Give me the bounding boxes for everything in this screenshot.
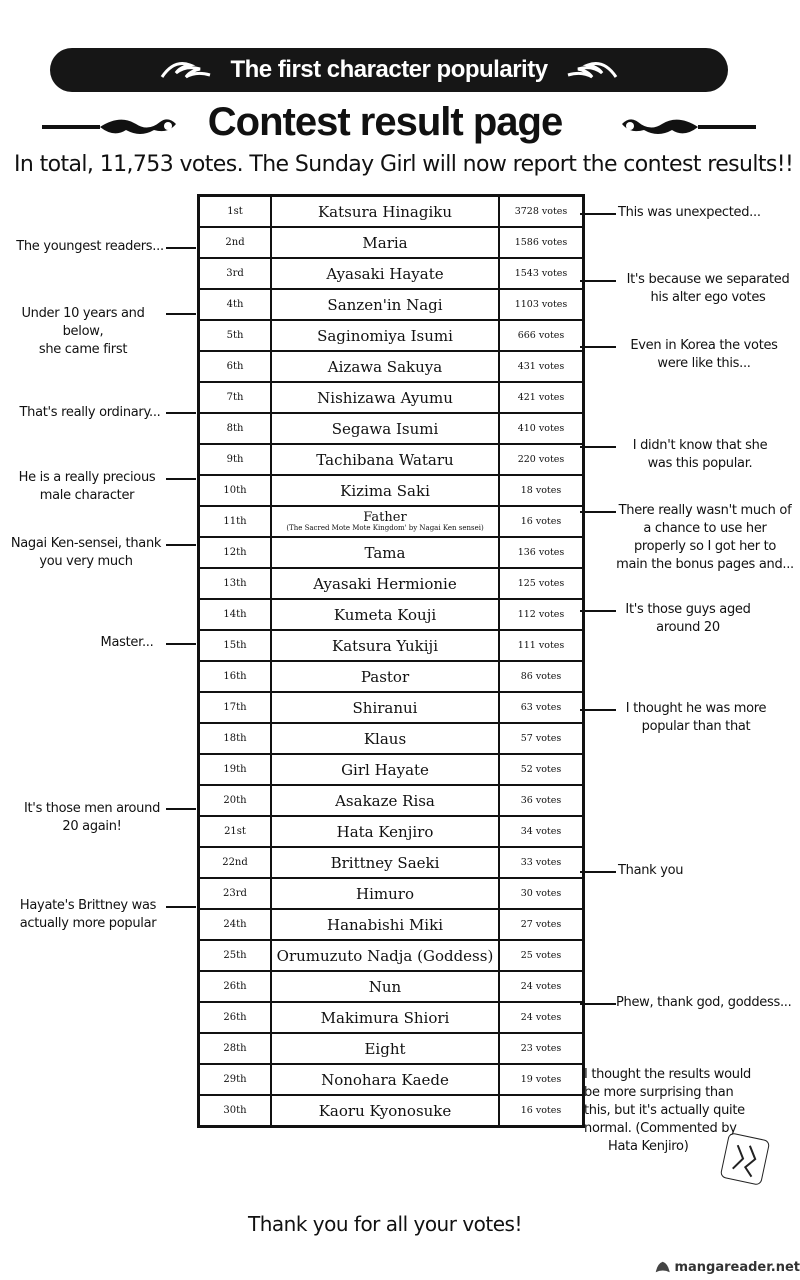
comment-14th: Master... bbox=[100, 635, 154, 650]
leader-line bbox=[580, 280, 616, 282]
votes-cell: 111 votes bbox=[499, 630, 584, 661]
votes-cell: 16 votes bbox=[499, 1095, 584, 1127]
votes-cell: 52 votes bbox=[499, 754, 584, 785]
votes-cell: 19 votes bbox=[499, 1064, 584, 1095]
table-row bbox=[199, 599, 584, 630]
table-row bbox=[199, 1095, 584, 1127]
table-row bbox=[199, 878, 584, 909]
rank-cell: 1st bbox=[199, 196, 272, 228]
rank-cell: 29th bbox=[199, 1064, 272, 1095]
votes-cell: 112 votes bbox=[499, 599, 584, 630]
votes-cell: 23 votes bbox=[499, 1033, 584, 1064]
name-cell: Aizawa Sakuya bbox=[271, 351, 499, 382]
leader-line bbox=[580, 346, 616, 348]
name-cell: Kumeta Kouji bbox=[271, 599, 499, 630]
votes-cell: 220 votes bbox=[499, 444, 584, 475]
comment-9th: He is a really precious male character bbox=[18, 470, 156, 503]
author-seal-stamp bbox=[720, 1132, 771, 1186]
table-row bbox=[199, 444, 584, 475]
table-row bbox=[199, 692, 584, 723]
table-row bbox=[199, 723, 584, 754]
leader-line bbox=[166, 808, 196, 810]
votes-cell: 27 votes bbox=[499, 909, 584, 940]
rank-cell: 12th bbox=[199, 537, 272, 568]
votes-cell: 1103 votes bbox=[499, 289, 584, 320]
watermark-text: mangareader.net bbox=[674, 1259, 800, 1275]
name-cell: Ayasaki Hermionie bbox=[271, 568, 499, 599]
rank-cell: 26th bbox=[199, 971, 272, 1002]
table-row bbox=[199, 506, 584, 537]
rank-cell: 20th bbox=[199, 785, 272, 816]
comment-1st: This was unexpected... bbox=[618, 205, 761, 220]
name-cell: Shiranui bbox=[271, 692, 499, 723]
comment-13th: It's those guys aged around 20 bbox=[625, 602, 751, 635]
votes-cell: 410 votes bbox=[499, 413, 584, 444]
rank-cell: 8th bbox=[199, 413, 272, 444]
votes-cell: 86 votes bbox=[499, 661, 584, 692]
rank-cell: 9th bbox=[199, 444, 272, 475]
name-cell: Asakaze Risa bbox=[271, 785, 499, 816]
table-row bbox=[199, 909, 584, 940]
name-cell: Kizima Saki bbox=[271, 475, 499, 506]
rank-cell: 4th bbox=[199, 289, 272, 320]
name-cell: Tama bbox=[271, 537, 499, 568]
name-cell: Segawa Isumi bbox=[271, 413, 499, 444]
right-wing-ornament-icon bbox=[566, 57, 618, 83]
name-cell: Orumuzuto Nadja (Goddess) bbox=[271, 940, 499, 971]
name-cell: Himuro bbox=[271, 878, 499, 909]
footer-message: Thank you for all your votes! bbox=[248, 1212, 522, 1236]
comment-11th: Nagai Ken-sensei, thank you very much bbox=[10, 536, 162, 569]
title-banner bbox=[50, 48, 728, 92]
name-cell: Kaoru Kyonosuke bbox=[271, 1095, 499, 1127]
character-note: (The Sacred Mote Mote Kingdom' by Nagai Ken sensei) bbox=[286, 524, 484, 532]
table-row bbox=[199, 196, 584, 228]
rank-cell: 30th bbox=[199, 1095, 272, 1127]
table-row bbox=[199, 351, 584, 382]
rank-cell: 21st bbox=[199, 816, 272, 847]
votes-cell: 63 votes bbox=[499, 692, 584, 723]
banner-title: The first character popularity bbox=[230, 56, 548, 83]
comment-21st: Thank you bbox=[618, 863, 684, 878]
votes-cell: 125 votes bbox=[499, 568, 584, 599]
intro-text: In total, 11,753 votes. The Sunday Girl will now report the contest results!! bbox=[14, 152, 794, 177]
table-row bbox=[199, 785, 584, 816]
name-cell: Sanzen'in Nagi bbox=[271, 289, 499, 320]
comment-10th: There really wasn't much of a chance to use her properly so I got her to main the bonus pages and... bbox=[616, 503, 794, 572]
votes-cell: 24 votes bbox=[499, 1002, 584, 1033]
rank-cell: 23rd bbox=[199, 878, 272, 909]
votes-cell: 1586 votes bbox=[499, 227, 584, 258]
votes-cell: 1543 votes bbox=[499, 258, 584, 289]
table-row bbox=[199, 1033, 584, 1064]
table-row bbox=[199, 847, 584, 878]
rank-cell: 28th bbox=[199, 1033, 272, 1064]
rank-cell: 15th bbox=[199, 630, 272, 661]
table-row bbox=[199, 940, 584, 971]
leader-line bbox=[580, 511, 616, 513]
name-cell: Hata Kenjiro bbox=[271, 816, 499, 847]
watermark bbox=[654, 1255, 800, 1279]
name-cell-father bbox=[271, 506, 499, 537]
rank-cell: 7th bbox=[199, 382, 272, 413]
rank-cell: 13th bbox=[199, 568, 272, 599]
name-cell: Katsura Hinagiku bbox=[271, 196, 499, 228]
leader-line bbox=[580, 1003, 616, 1005]
rank-cell: 22nd bbox=[199, 847, 272, 878]
rank-cell: 2nd bbox=[199, 227, 272, 258]
table-row bbox=[199, 754, 584, 785]
comment-2nd: The youngest readers... bbox=[16, 239, 164, 254]
votes-cell: 24 votes bbox=[499, 971, 584, 1002]
table-row bbox=[199, 816, 584, 847]
comment-19th: It's those men around 20 again! bbox=[23, 801, 161, 834]
leader-line bbox=[166, 478, 196, 480]
leader-line bbox=[580, 213, 616, 215]
seal-mark-icon bbox=[721, 1133, 769, 1184]
rank-cell: 10th bbox=[199, 475, 272, 506]
table-row bbox=[199, 289, 584, 320]
name-cell: Makimura Shiori bbox=[271, 1002, 499, 1033]
table-row bbox=[199, 320, 584, 351]
left-wing-ornament-icon bbox=[160, 57, 212, 83]
votes-cell: 16 votes bbox=[499, 506, 584, 537]
votes-cell: 666 votes bbox=[499, 320, 584, 351]
votes-cell: 30 votes bbox=[499, 878, 584, 909]
rank-cell: 24th bbox=[199, 909, 272, 940]
table-row bbox=[199, 227, 584, 258]
rank-cell: 5th bbox=[199, 320, 272, 351]
leader-line bbox=[166, 313, 196, 315]
character-name: Father bbox=[363, 510, 407, 525]
ranking-table bbox=[197, 194, 585, 1128]
name-cell: Nishizawa Ayumu bbox=[271, 382, 499, 413]
table-row bbox=[199, 568, 584, 599]
rank-cell: 25th bbox=[199, 940, 272, 971]
table-row bbox=[199, 971, 584, 1002]
votes-cell: 431 votes bbox=[499, 351, 584, 382]
rank-cell: 16th bbox=[199, 661, 272, 692]
leader-line bbox=[580, 871, 616, 873]
rank-cell: 19th bbox=[199, 754, 272, 785]
name-cell: Nonohara Kaede bbox=[271, 1064, 499, 1095]
votes-cell: 33 votes bbox=[499, 847, 584, 878]
rank-cell: 26th bbox=[199, 1002, 272, 1033]
name-cell: Pastor bbox=[271, 661, 499, 692]
table-row bbox=[199, 1064, 584, 1095]
table-row bbox=[199, 661, 584, 692]
name-cell: Nun bbox=[271, 971, 499, 1002]
leader-line bbox=[166, 906, 196, 908]
votes-cell: 136 votes bbox=[499, 537, 584, 568]
leader-line bbox=[580, 610, 616, 612]
name-cell: Brittney Saeki bbox=[271, 847, 499, 878]
watermark-logo-icon bbox=[654, 1259, 671, 1275]
leader-line bbox=[166, 544, 196, 546]
name-cell: Maria bbox=[271, 227, 499, 258]
rank-cell: 14th bbox=[199, 599, 272, 630]
votes-cell: 3728 votes bbox=[499, 196, 584, 228]
votes-cell: 57 votes bbox=[499, 723, 584, 754]
leader-line bbox=[166, 643, 196, 645]
comment-8th: I didn't know that she was this popular. bbox=[632, 438, 768, 471]
rank-cell: 17th bbox=[199, 692, 272, 723]
table-row bbox=[199, 475, 584, 506]
table-row bbox=[199, 1002, 584, 1033]
name-cell: Tachibana Wataru bbox=[271, 444, 499, 475]
rank-cell: 18th bbox=[199, 723, 272, 754]
table-row bbox=[199, 382, 584, 413]
table-row bbox=[199, 258, 584, 289]
table-row bbox=[199, 537, 584, 568]
leader-line bbox=[166, 247, 196, 249]
rank-cell: 6th bbox=[199, 351, 272, 382]
name-cell: Ayasaki Hayate bbox=[271, 258, 499, 289]
comment-4th: Under 10 years and below, she came first bbox=[21, 306, 145, 357]
name-cell: Klaus bbox=[271, 723, 499, 754]
table-row bbox=[199, 413, 584, 444]
votes-cell: 18 votes bbox=[499, 475, 584, 506]
comment-5th: Even in Korea the votes were like this... bbox=[630, 338, 778, 371]
comment-22nd: Hayate's Brittney was actually more popular bbox=[19, 898, 157, 931]
name-cell: Eight bbox=[271, 1033, 499, 1064]
right-flourish-icon bbox=[618, 112, 758, 142]
votes-cell: 34 votes bbox=[499, 816, 584, 847]
name-cell: Girl Hayate bbox=[271, 754, 499, 785]
rank-cell: 11th bbox=[199, 506, 272, 537]
table-row bbox=[199, 630, 584, 661]
votes-cell: 25 votes bbox=[499, 940, 584, 971]
name-cell: Katsura Yukiji bbox=[271, 630, 499, 661]
votes-cell: 421 votes bbox=[499, 382, 584, 413]
comment-16th: I thought he was more popular than that bbox=[625, 701, 767, 734]
comment-25th: Phew, thank god, goddess... bbox=[616, 995, 792, 1010]
final-comment: I thought the results would be more surprising than this, but it's actually quite normal. (Commented by Hata Kenjiro) bbox=[584, 1067, 751, 1154]
page-subtitle: Contest result page bbox=[207, 100, 563, 144]
leader-line bbox=[580, 446, 616, 448]
name-cell: Hanabishi Miki bbox=[271, 909, 499, 940]
leader-line bbox=[166, 412, 196, 414]
votes-cell: 36 votes bbox=[499, 785, 584, 816]
leader-line bbox=[580, 709, 616, 711]
comment-7th: That's really ordinary... bbox=[19, 405, 161, 420]
name-cell: Saginomiya Isumi bbox=[271, 320, 499, 351]
comment-3rd: It's because we separated his alter ego votes bbox=[626, 272, 790, 305]
rank-cell: 3rd bbox=[199, 258, 272, 289]
